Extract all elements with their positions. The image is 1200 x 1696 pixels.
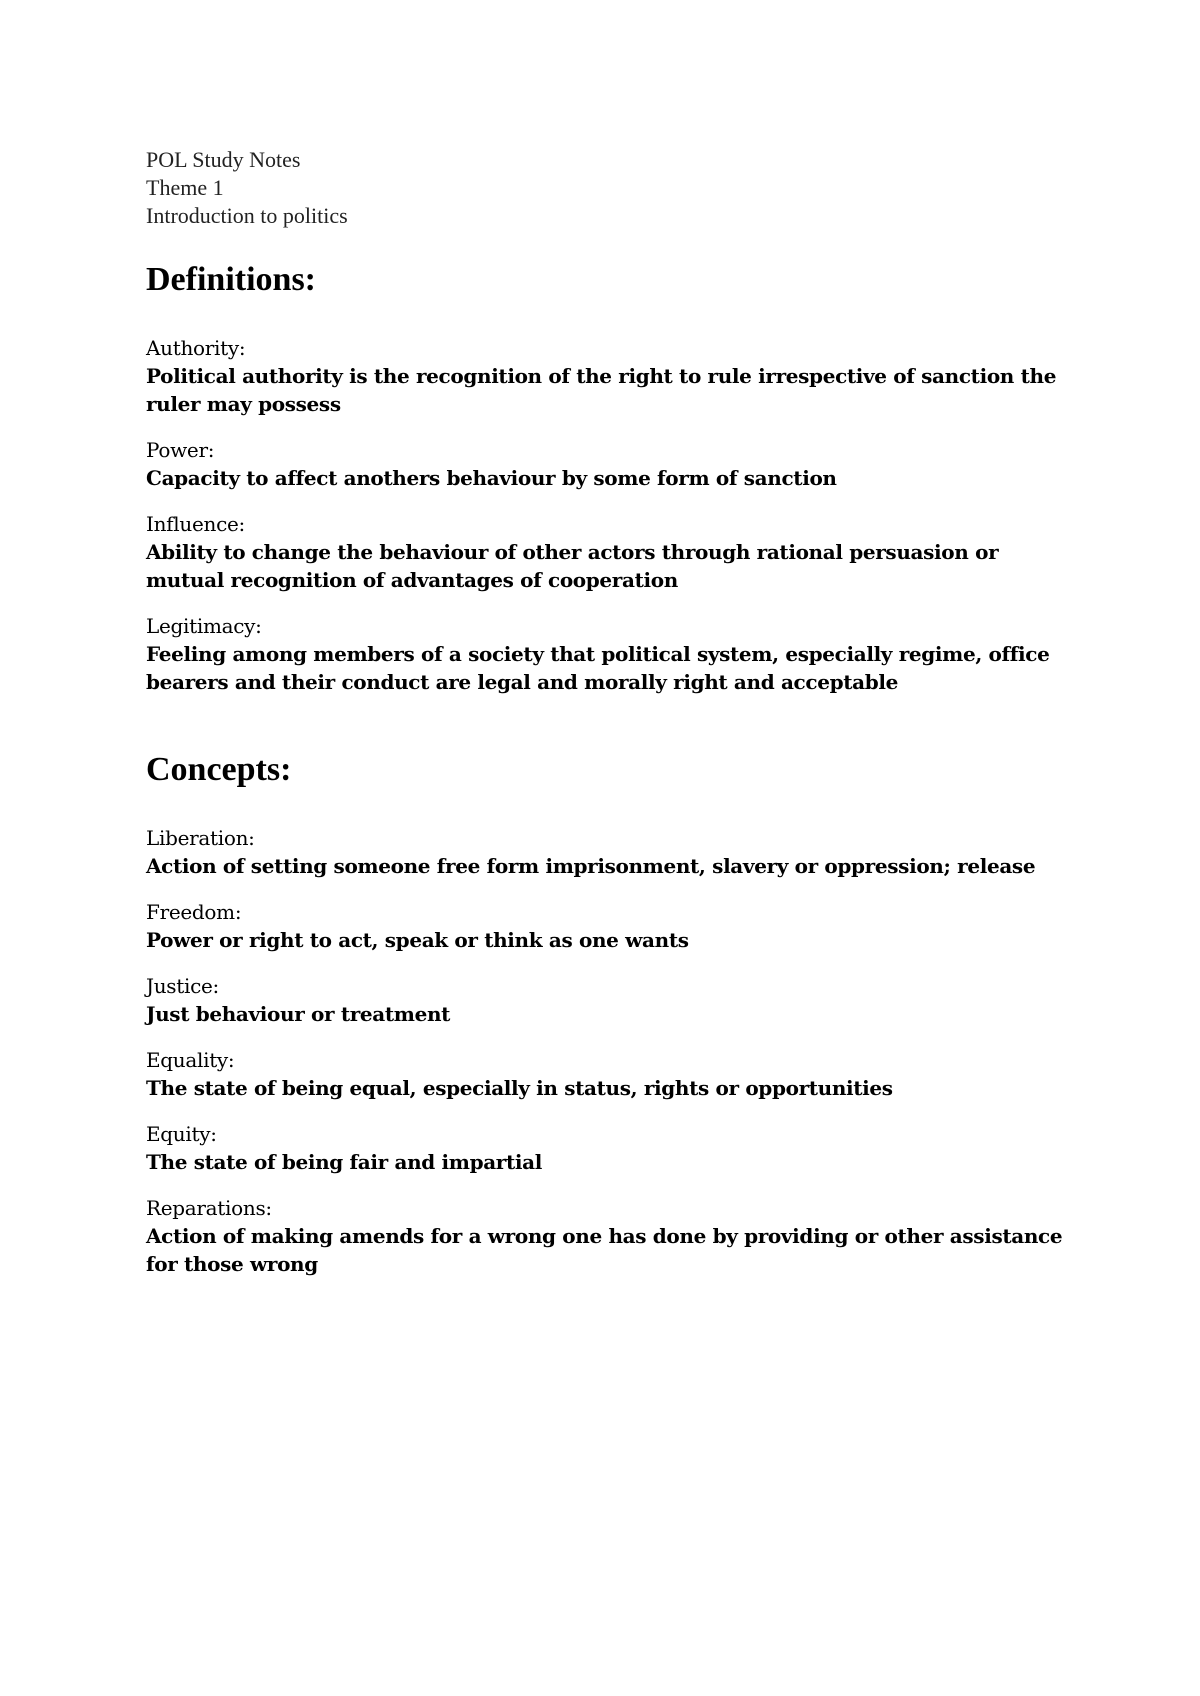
concepts-heading: Concepts: (146, 751, 292, 788)
definition-description: Ability to change the behaviour of other actors through rational persuasion or mutual recognition of advantages of cooperation (146, 540, 999, 592)
document-theme: Theme 1 (146, 175, 224, 200)
concept-term: Liberation: (146, 826, 255, 850)
concept-term: Justice: (146, 974, 219, 998)
definition-term: Legitimacy: (146, 614, 262, 638)
definition-term: Power: (146, 438, 215, 462)
concepts-list (146, 824, 1076, 1278)
definitions-heading: Definitions: (146, 261, 316, 298)
concept-description: Power or right to act, speak or think as one wants (146, 928, 689, 952)
concept-description: Just behaviour or treatment (146, 1002, 451, 1026)
concept-description: The state of being fair and impartial (146, 1150, 542, 1174)
definition-description: Capacity to affect anothers behaviour by some form of sanction (146, 466, 837, 490)
concept-term: Equity: (146, 1122, 217, 1146)
concept-entry-equality (146, 1046, 1076, 1102)
definition-term: Influence: (146, 512, 245, 536)
definition-entry-authority (146, 334, 1076, 418)
concept-description: The state of being equal, especially in status, rights or opportunities (146, 1076, 893, 1100)
definition-description: Feeling among members of a society that political system, especially regime, office bearers and their conduct are legal and morally right and acceptable (146, 642, 1050, 694)
document-title: POL Study Notes (146, 147, 301, 172)
definition-entry-influence (146, 510, 1076, 594)
concept-description: Action of making amends for a wrong one has done by providing or other assistance for those wrong (146, 1224, 1063, 1276)
definition-term: Authority: (146, 336, 246, 360)
document-subtitle: Introduction to politics (146, 203, 348, 228)
definition-description: Political authority is the recognition of the right to rule irrespective of sanction the ruler may possess (146, 364, 1057, 416)
concept-entry-freedom (146, 898, 1076, 954)
concept-entry-liberation (146, 824, 1076, 880)
concept-term: Reparations: (146, 1196, 272, 1220)
concept-entry-equity (146, 1120, 1076, 1176)
definition-entry-power (146, 436, 1076, 492)
document-page (146, 146, 1076, 1278)
definition-entry-legitimacy (146, 612, 1076, 696)
concept-term: Freedom: (146, 900, 242, 924)
concept-term: Equality: (146, 1048, 235, 1072)
concept-description: Action of setting someone free form imprisonment, slavery or oppression; release (146, 854, 1036, 878)
definitions-list (146, 334, 1076, 696)
concept-entry-justice (146, 972, 1076, 1028)
concept-entry-reparations (146, 1194, 1076, 1278)
